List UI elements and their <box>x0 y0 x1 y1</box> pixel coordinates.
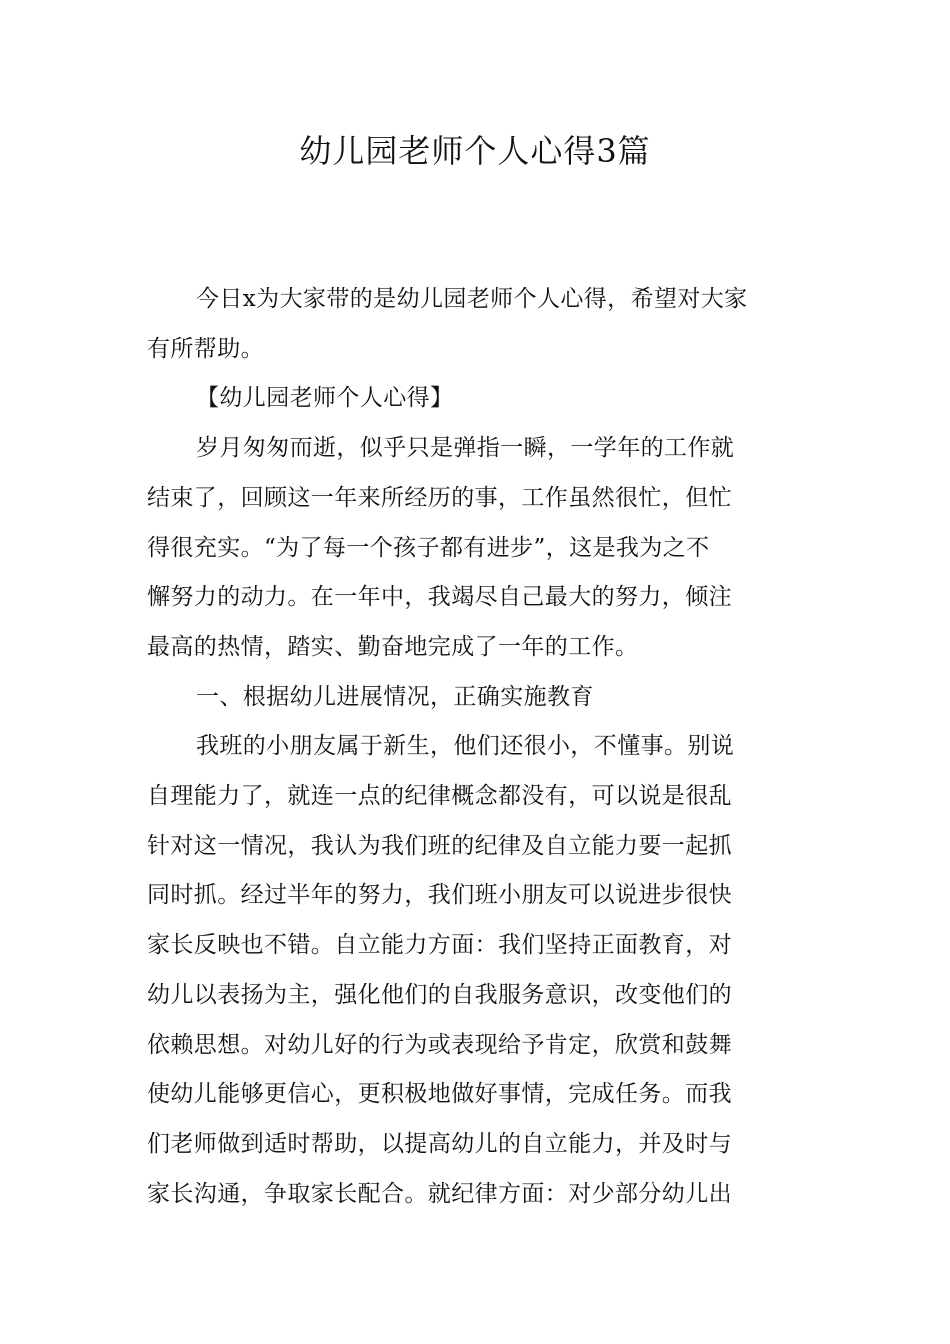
section-heading: 【幼儿园老师个人心得】 <box>196 385 454 411</box>
text-line-12: 针对这一情况，我认为我们班的纪律及自立能力要一起抓 <box>147 833 732 859</box>
text-line-18: 们老师做到适时帮助，以提高幼儿的自立能力，并及时与 <box>147 1131 732 1157</box>
text-line-7: 懈努力的动力。在一年中，我竭尽自己最大的努力，倾注 <box>147 584 732 610</box>
text-line-11: 自理能力了，就连一点的纪律概念都没有，可以说是很乱 <box>147 783 732 809</box>
text-line-4: 岁月匆匆而逝，似乎只是弹指一瞬，一学年的工作就 <box>196 435 735 461</box>
text-line-16: 依赖思想。对幼儿好的行为或表现给予肯定，欣赏和鼓舞 <box>147 1032 732 1058</box>
text-line-17: 使幼儿能够更信心，更积极地做好事情，完成任务。而我 <box>147 1081 732 1107</box>
text-line-8: 最高的热情，踏实、勤奋地完成了一年的工作。 <box>147 634 639 660</box>
subsection-heading: 一、根据幼儿进展情况，正确实施教育 <box>196 684 594 710</box>
text-line-14: 家长反映也不错。自立能力方面：我们坚持正面教育，对 <box>147 932 732 958</box>
text-line-15: 幼儿以表扬为主，强化他们的自我服务意识，改变他们的 <box>147 982 732 1008</box>
text-line-5: 结束了，回顾这一年来所经历的事，工作虽然很忙，但忙 <box>147 485 732 511</box>
text-line-1: 今日x为大家带的是幼儿园老师个人心得，希望对大家 <box>196 286 748 312</box>
text-line-13: 同时抓。经过半年的努力，我们班小朋友可以说进步很快 <box>147 882 732 908</box>
document-title: 幼儿园老师个人心得3篇 <box>299 132 651 170</box>
text-line-10: 我班的小朋友属于新生，他们还很小，不懂事。别说 <box>196 733 735 759</box>
text-line-6: 得很充实。“为了每一个孩子都有进步”，这是我为之不 <box>147 535 710 561</box>
text-line-19: 家长沟通，争取家长配合。就纪律方面：对少部分幼儿出 <box>147 1181 732 1207</box>
text-line-2: 有所帮助。 <box>147 336 264 362</box>
